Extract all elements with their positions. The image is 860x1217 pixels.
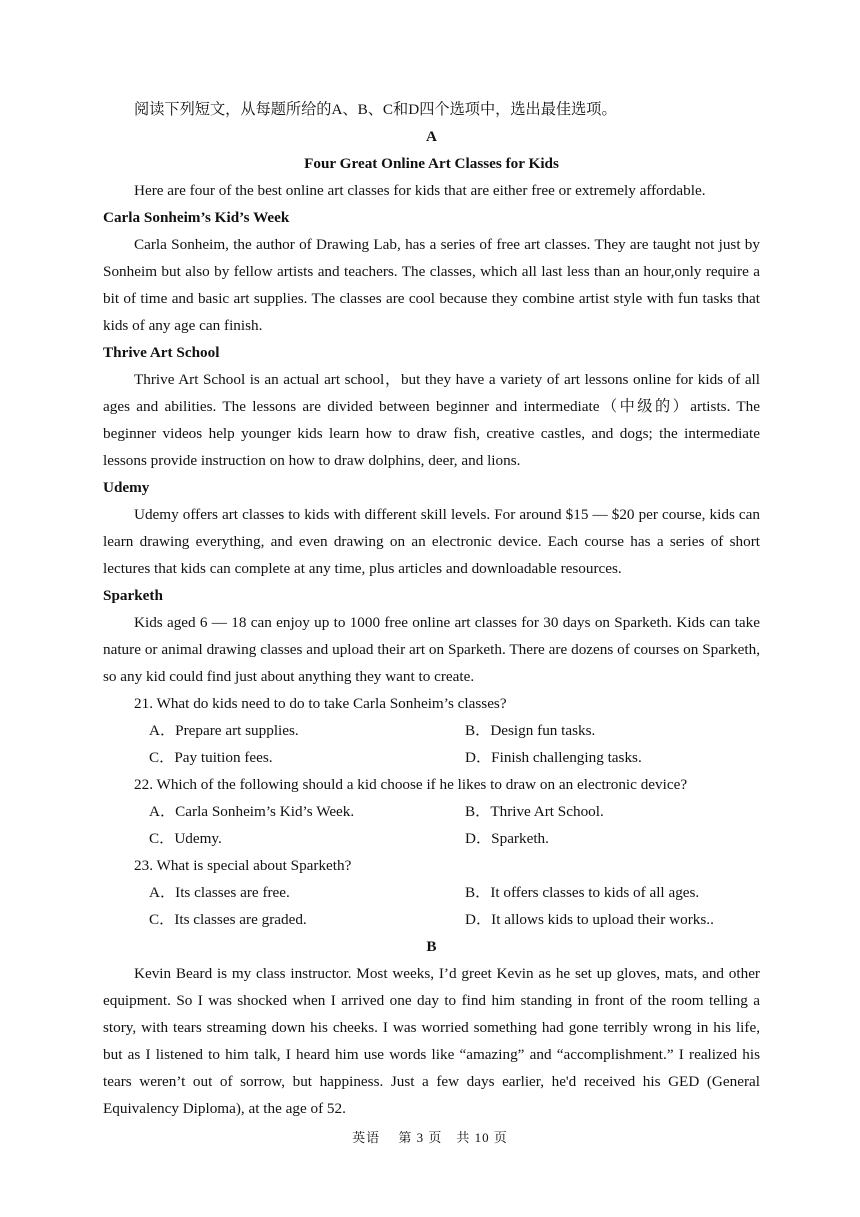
item-heading: Carla Sonheim’s Kid’s Week (103, 209, 290, 226)
item-heading: Sparketh (103, 587, 163, 604)
option: D．Sparketh. (465, 830, 549, 847)
option: B．Thrive Art School. (465, 803, 604, 820)
passage-a-title: Four Great Online Art Classes for Kids (304, 155, 559, 172)
question-stem: 21. What do kids need to do to take Carla Sonheim’s classes? (134, 695, 507, 712)
option: C．Pay tuition fees. (149, 749, 273, 766)
section-a-label: A (426, 128, 437, 145)
question-options (103, 879, 760, 933)
item-text: Udemy offers art classes to kids with different skill levels. For around $15 — $20 per course, kids can learn drawing everything, and even drawing on an electronic device. Each course has a series of short lectures that kids can complete at any time, plus articles and downloadable resources. (103, 506, 760, 577)
option: D．Finish challenging tasks. (465, 749, 642, 766)
option: B．It offers classes to kids of all ages. (465, 884, 700, 901)
option: A．Prepare art supplies. (149, 722, 299, 739)
item-text: Carla Sonheim, the author of Drawing Lab, has a series of free art classes. They are taught not just by Sonheim but also by fellow artists and teachers. The classes, which all last less than an hour,only require a bit of time and basic art supplies. The classes are cool because they combine artist style with fun tasks that kids of any age can finish. (103, 236, 760, 334)
question-options (103, 717, 760, 771)
question-options (103, 798, 760, 852)
option: C．Its classes are graded. (149, 911, 307, 928)
option: A．Its classes are free. (149, 884, 290, 901)
section-b-label: B (426, 938, 437, 955)
instruction: 阅读下列短文，从每题所给的A、B、C和D四个选项中，选出最佳选项。 (134, 101, 617, 118)
option: D．It allows kids to upload their works.. (465, 911, 714, 928)
passage-b-text: Kevin Beard is my class instructor. Most weeks, I’d greet Kevin as he set up gloves, mats, and other equipment. So I was shocked when I arrived one day to find him standing in front of the room telling a story, with tears streaming down his cheeks. I was worried something had gone terribly wrong in his life, but as I listened to him talk, I heard him use words like “amazing” and “accomplishment.” I realized his tears weren’t out of sorrow, but happiness. Just a few days earlier, he'd received his GED (General Equivalency Diploma), at the age of 52. (103, 965, 760, 1117)
option: A．Carla Sonheim’s Kid’s Week. (149, 803, 355, 820)
page-footer: 英语 第 3 页 共 10 页 (352, 1130, 508, 1145)
option: B．Design fun tasks. (465, 722, 596, 739)
question-stem: 23. What is special about Sparketh? (134, 857, 352, 874)
option: C．Udemy. (149, 830, 222, 847)
item-heading: Udemy (103, 479, 150, 496)
item-text: Kids aged 6 — 18 can enjoy up to 1000 free online art classes for 30 days on Sparketh. Kids can take nature or animal drawing classes and upload their art on Sparketh. There are dozens of courses on Sparketh, so any kid could find just about anything they want to create. (103, 614, 760, 685)
question-stem: 22. Which of the following should a kid choose if he likes to draw on an electronic device? (134, 776, 688, 793)
item-heading: Thrive Art School (103, 344, 220, 361)
item-text: Thrive Art School is an actual art school，but they have a variety of art lessons online for kids of all ages and abilities. The lessons are divided between beginner and intermediate（中级的）artists. The beginner videos help younger kids learn how to draw fish, creative castles, and dogs; the intermediate lessons provide instruction on how to draw dolphins, deer, and lions. (103, 371, 760, 469)
passage-a-intro: Here are four of the best online art classes for kids that are either free or extremely affordable. (134, 182, 706, 199)
document-page (103, 96, 760, 1122)
